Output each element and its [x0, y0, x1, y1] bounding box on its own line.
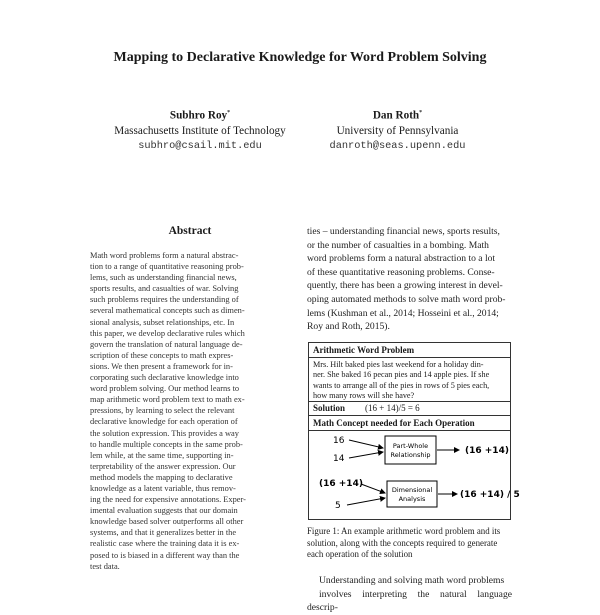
intro-line: oping automated methods to solve math word prob-: [307, 293, 506, 305]
abstract-line: this paper, we develop declarative rules which: [90, 328, 245, 338]
abstract-line: word problem solving. Our method learns to: [90, 384, 240, 394]
abstract-line: pressions, by learning to select the relevant: [90, 406, 235, 416]
abstract-line: sions. We then present a framework for in-: [90, 361, 233, 371]
figure-header: Arithmetic Word Problem: [309, 343, 510, 358]
abstract-line: declarative knowledge for each operation of: [90, 417, 238, 427]
author-affiliation: University of Pennsylvania: [336, 124, 459, 137]
concept-header: Math Concept needed for Each Operation: [309, 416, 510, 431]
intro-line: ties – understanding financial news, sports results,: [307, 226, 500, 237]
problem-line: Mrs. Hilt baked pies last weekend for a holiday din-: [313, 360, 484, 369]
caption-line: each operation of the solution: [307, 549, 413, 560]
part-whole-box: [385, 436, 436, 464]
author-block-1: [95, 106, 305, 154]
op2-arrow-b: [347, 498, 385, 505]
caption-line: solution, along with the concepts required to generate: [307, 537, 498, 548]
abstract-line: the solution expression. This provides a way: [90, 428, 239, 438]
abstract-line: realistic case where the training data it is ex-: [90, 539, 240, 549]
author-name: Dan Roth*: [372, 109, 423, 122]
op1-concept-line2: Relationship: [390, 451, 431, 459]
abstract-line: scription of these concepts to math expres-: [90, 350, 234, 360]
abstract-line: terpretability of the answer expression. Our: [90, 461, 236, 471]
abstract-line: sports results, and casualties of war. Solving: [90, 284, 239, 294]
problem-line: how many rows will she have?: [313, 391, 415, 401]
abstract-line: posed to is biased in a different way than the: [90, 550, 240, 560]
op1-arrow-a: [349, 440, 383, 448]
op1-input-a: 16: [333, 436, 345, 446]
figure-caption: [307, 526, 512, 561]
abstract-body: [90, 250, 290, 572]
caption-line: Figure 1: An example arithmetic word problem and its: [307, 526, 501, 536]
figure-problem-text: [309, 358, 510, 402]
author-name: Subhro Roy*: [169, 109, 231, 122]
abstract-line: sional analysis, subset relationships, etc. In: [90, 317, 235, 327]
abstract-line: govern the translation of natural language de-: [90, 339, 243, 349]
op1-concept-line1: Part-Whole: [392, 442, 429, 450]
abstract-line: lems, such as understanding financial news,: [90, 273, 237, 283]
abstract-line: method models the mapping to declarative: [90, 472, 233, 482]
intro-paragraph-bottom: [307, 574, 512, 615]
abstract-line: corporating such declarative knowledge into: [90, 373, 239, 383]
op2-input-b: 5: [335, 501, 341, 511]
author-block-2: [305, 106, 490, 154]
abstract-line: test data.: [90, 561, 120, 571]
abstract-line: to handle multiple concepts in the same prob-: [90, 439, 243, 449]
abstract-line: tion to a range of quantitative reasoning prob-: [90, 262, 244, 272]
abstract-line: Math word problems form a natural abstrac-: [90, 251, 239, 260]
paper-title: Mapping to Declarative Knowledge for Word Problem Solving: [113, 50, 487, 65]
author-email[interactable]: subhro@csail.mit.edu: [138, 139, 262, 152]
intro-line: word problems form a natural abstraction to a lot: [307, 253, 496, 265]
op1-arrow-b: [349, 452, 383, 458]
abstract-line: lem while, at the same time, supporting in-: [90, 450, 234, 460]
author-email[interactable]: danroth@seas.upenn.edu: [329, 139, 466, 152]
abstract-line: knowledge based solver outperforms all other: [90, 517, 244, 527]
intro-paragraph-top: [307, 225, 512, 334]
dimensional-analysis-box: [387, 481, 437, 507]
abstract-line: ing the need for expensive annotations. Exper-: [90, 495, 246, 505]
op2-input-a: (16 +14): [319, 479, 363, 489]
op2-concept-line1: Dimensional: [391, 486, 433, 494]
intro-line: Understanding and solving math word problems: [319, 575, 505, 586]
intro-line: of these quantitative reasoning problems. Conse-: [307, 266, 495, 278]
intro-line: lems (Kushman et al., 2014; Hosseini et al., 2014;: [307, 307, 499, 319]
author-affiliation: Massachusetts Institute of Technology: [114, 124, 286, 137]
op2-concept-line2: Analysis: [398, 495, 426, 503]
op1-output: (16 +14): [465, 446, 509, 456]
abstract-line: map arithmetic word problem text to math ex-: [90, 395, 245, 405]
abstract-heading: Abstract: [168, 225, 212, 237]
concept-diagram: [309, 429, 520, 519]
intro-line: quently, there has been a growing interest in devel-: [307, 280, 503, 292]
figure-solution: [309, 402, 510, 416]
abstract-line: knowledge as a latent variable, thus remov-: [90, 483, 236, 493]
solution-expression: (16 + 14)/5 = 6: [365, 403, 420, 413]
op2-output: (16 +14) / 5: [460, 490, 520, 500]
abstract-line: systems, and that it generalizes better in the: [90, 528, 237, 538]
problem-line: ner. She baked 16 pecan pies and 14 apple pies. If she: [313, 370, 490, 380]
problem-line: wants to arrange all of the pies in rows of 5 pies each,: [313, 380, 490, 390]
abstract-line: such problems requires the understanding of: [90, 295, 239, 305]
op2-arrow-a: [361, 484, 385, 493]
abstract-line: imental evaluation suggests that our domain: [90, 506, 238, 516]
intro-line: involves interpreting the natural language descrip-: [307, 588, 512, 614]
abstract-line: several mathematical concepts such as dimen-: [90, 306, 245, 316]
solution-label: Solution: [313, 403, 346, 413]
intro-line: or the number of casualties in a bombing. Math: [307, 239, 489, 251]
intro-line: Roy and Roth, 2015).: [307, 321, 390, 333]
figure-1: [308, 342, 520, 520]
op1-input-b: 14: [333, 454, 345, 464]
